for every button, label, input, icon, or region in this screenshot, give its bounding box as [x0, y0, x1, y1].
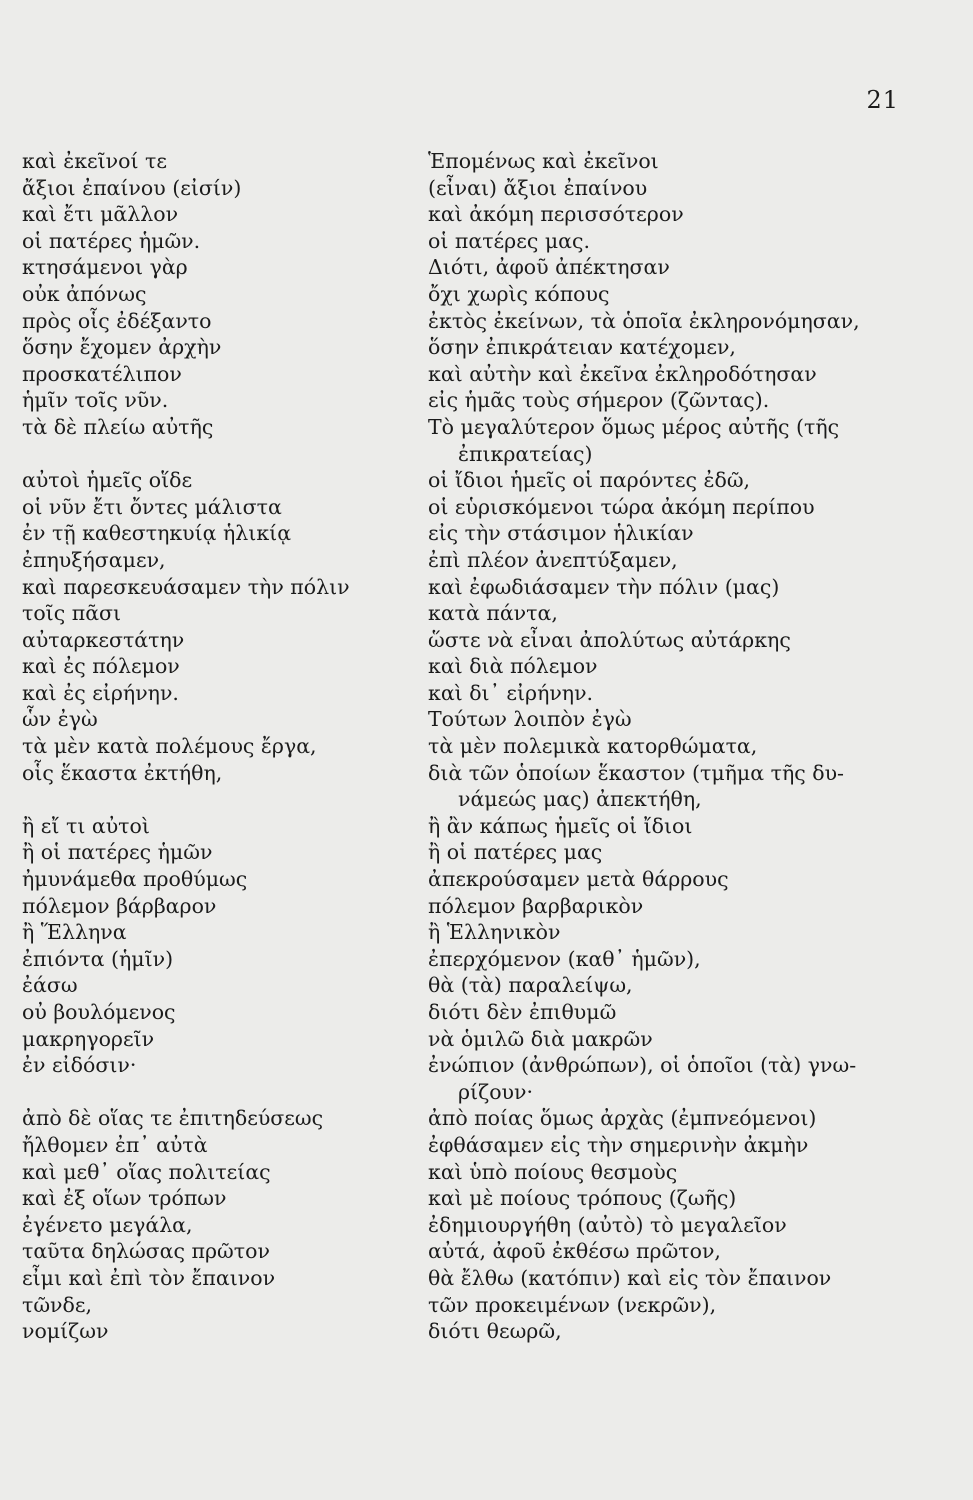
- text-line: διὰ τῶν ὁποίων ἕκαστον (τμῆμα τῆς δυ-: [428, 760, 844, 785]
- text-line: ἐπικρατείας): [458, 441, 593, 466]
- page-number: 21: [866, 86, 899, 114]
- text-line: ἐπερχόμενον (καθ᾽ ἡμῶν),: [428, 946, 701, 971]
- text-line: ἢ Ἑλληνικὸν: [428, 920, 561, 945]
- text-line: καὶ ἔτι μᾶλλον: [22, 202, 179, 227]
- text-line: ἐπὶ πλέον ἀνεπτύξαμεν,: [428, 547, 678, 572]
- text-line: ἐάσω: [22, 973, 78, 998]
- text-line: ρίζουν·: [458, 1079, 533, 1104]
- text-line: καὶ ἐς πόλεμον: [22, 654, 180, 679]
- text-line: καὶ μὲ ποίους τρόπους (ζωῆς): [428, 1186, 737, 1211]
- text-line: ὄχι χωρὶς κόπους: [428, 281, 610, 306]
- text-line: τῶν προκειμένων (νεκρῶν),: [428, 1292, 717, 1317]
- text-line: ὅσην ἐπικράτειαν κατέχομεν,: [428, 335, 736, 360]
- text-line: ἀπὸ δὲ οἵας τε ἐπιτηδεύσεως: [22, 1106, 324, 1131]
- text-line: ἤλθομεν ἐπ᾽ αὐτὰ: [22, 1132, 208, 1157]
- text-line: νάμεώς μας) ἀπεκτήθη,: [458, 787, 702, 812]
- text-line: ὥστε νὰ εἶναι ἀπολύτως αὐτάρκης: [428, 627, 791, 652]
- text-line: εἶμι καὶ ἐπὶ τὸν ἔπαινον: [22, 1265, 276, 1290]
- text-line: καὶ ὑπὸ ποίους θεσμοὺς: [428, 1159, 678, 1184]
- text-line: καὶ μεθ᾽ οἵας πολιτείας: [22, 1159, 271, 1184]
- text-line: ἢ οἱ πατέρες ἡμῶν: [22, 840, 213, 865]
- text-line: οἱ εὑρισκόμενοι τώρα ἀκόμη περίπου: [428, 494, 815, 519]
- text-line: ταῦτα δηλώσας πρῶτον: [22, 1239, 270, 1264]
- text-line: ἐπηυξήσαμεν,: [22, 547, 166, 572]
- text-line: ἐφθάσαμεν εἰς τὴν σημερινὴν ἀκμὴν: [428, 1132, 809, 1157]
- text-line: ἐν εἰδόσιν·: [22, 1053, 137, 1078]
- text-line: κτησάμενοι γὰρ: [22, 255, 188, 280]
- text-line: καὶ παρεσκευάσαμεν τὴν πόλιν: [22, 574, 350, 599]
- text-line: νομίζων: [22, 1319, 109, 1344]
- text-line: οὐ βουλόμενος: [22, 1000, 176, 1024]
- text-line: (εἶναι) ἄξιοι ἐπαίνου: [428, 175, 648, 200]
- text-line: Ἑπομένως καὶ ἐκεῖνοι: [428, 149, 659, 173]
- text-line: εἰς τὴν στάσιμον ἡλικίαν: [428, 521, 694, 546]
- text-line: ὧν ἐγὼ: [22, 707, 98, 732]
- text-line: ἠμυνάμεθα προθύμως: [22, 867, 248, 892]
- text-line: ἐνώπιον (ἀνθρώπων), οἱ ὁποῖοι (τὰ) γνω-: [428, 1053, 857, 1078]
- text-line: ἐγένετο μεγάλα,: [22, 1212, 193, 1237]
- text-line: ἢ εἴ τι αὐτοὶ: [22, 813, 150, 838]
- text-line: καὶ αὐτὴν καὶ ἐκεῖνα ἐκληροδότησαν: [428, 361, 817, 386]
- text-line: αὐτοὶ ἡμεῖς οἵδε: [22, 468, 193, 493]
- text-line: μακρηγορεῖν: [22, 1026, 155, 1051]
- text-line: πόλεμον βάρβαρον: [22, 893, 217, 918]
- text-line: ἐν τῇ καθεστηκυίᾳ ἡλικίᾳ: [22, 521, 292, 546]
- text-line: καὶ ἐξ οἵων τρόπων: [22, 1186, 227, 1211]
- text-line: αὐτά, ἀφοῦ ἐκθέσω πρῶτον,: [428, 1239, 721, 1264]
- text-line: καὶ ἐκεῖνοί τε: [22, 149, 168, 173]
- text-line: ἐδημιουργήθη (αὐτὸ) τὸ μεγαλεῖον: [428, 1212, 787, 1237]
- text-line: θὰ ἔλθω (κατόπιν) καὶ εἰς τὸν ἔπαινον: [428, 1265, 832, 1290]
- text-line: ἀπὸ ποίας ὅμως ἀρχὰς (ἐμπνεόμενοι): [428, 1106, 817, 1131]
- text-line: οἱ πατέρες μας.: [428, 228, 591, 253]
- text-line: ὅσην ἔχομεν ἀρχὴν: [22, 335, 222, 360]
- text-line: ἡμῖν τοῖς νῦν.: [22, 388, 169, 413]
- text-line: ἀπεκρούσαμεν μετὰ θάρρους: [428, 867, 729, 892]
- text-line: τὰ μὲν κατὰ πολέμους ἔργα,: [22, 734, 317, 759]
- text-line: αὐταρκεστάτην: [22, 627, 185, 652]
- text-line: ἐπιόντα (ἡμῖν): [22, 946, 174, 971]
- text-line: διότι θεωρῶ,: [428, 1319, 562, 1344]
- text-line: τὰ μὲν πολεμικὰ κατορθώματα,: [428, 734, 758, 759]
- text-line: τῶνδε,: [22, 1292, 92, 1317]
- text-line: ἄξιοι ἐπαίνου (εἰσίν): [22, 175, 242, 200]
- text-line: οἱ ἴδιοι ἡμεῖς οἱ παρόντες ἐδῶ,: [428, 468, 751, 493]
- text-line: τοῖς πᾶσι: [22, 601, 122, 626]
- text-line: θὰ (τὰ) παραλείψω,: [428, 973, 633, 998]
- text-line: διότι δὲν ἐπιθυμῶ: [428, 1000, 617, 1024]
- text-line: καὶ ἀκόμη περισσότερον: [428, 202, 684, 227]
- text-line: ἐκτὸς ἐκείνων, τὰ ὁποῖα ἐκληρονόμησαν,: [428, 308, 860, 333]
- text-line: πόλεμον βαρβαρικὸν: [428, 893, 644, 918]
- text-line: εἰς ἡμᾶς τοὺς σήμερον (ζῶντας).: [428, 388, 770, 413]
- text-line: Τὸ μεγαλύτερον ὅμως μέρος αὐτῆς (τῆς: [428, 414, 840, 439]
- text-line: κατὰ πάντα,: [428, 601, 558, 626]
- text-line: καὶ ἐς εἰρήνην.: [22, 680, 179, 705]
- modern-greek-translation-column: [428, 148, 948, 1345]
- text-line: Διότι, ἀφοῦ ἀπέκτησαν: [428, 255, 670, 280]
- text-line: ἢ οἱ πατέρες μας: [428, 840, 603, 865]
- text-line: καὶ διὰ πόλεμον: [428, 654, 598, 679]
- text-line: καὶ δι᾽ εἰρήνην.: [428, 680, 594, 705]
- text-line: [22, 1079, 402, 1106]
- text-line: προσκατέλιπον: [22, 361, 182, 386]
- text-line: ἢ ἂν κάπως ἡμεῖς οἱ ἴδιοι: [428, 813, 693, 838]
- text-line: οἱ νῦν ἔτι ὄντες μάλιστα: [22, 494, 282, 519]
- text-line: νὰ ὁμιλῶ διὰ μακρῶν: [428, 1026, 653, 1051]
- text-line: [22, 441, 402, 468]
- text-line: οἷς ἕκαστα ἐκτήθη,: [22, 760, 223, 785]
- text-line: πρὸς οἷς ἐδέξαντο: [22, 308, 212, 333]
- text-line: οἱ πατέρες ἡμῶν.: [22, 228, 201, 253]
- ancient-greek-column: [22, 148, 402, 1345]
- text-line: Τούτων λοιπὸν ἐγὼ: [428, 707, 632, 732]
- text-line: [22, 786, 402, 813]
- text-line: καὶ ἐφωδιάσαμεν τὴν πόλιν (μας): [428, 574, 780, 599]
- text-line: ἢ Ἕλληνα: [22, 920, 127, 945]
- text-line: οὐκ ἀπόνως: [22, 281, 147, 306]
- text-line: τὰ δὲ πλείω αὐτῆς: [22, 414, 214, 439]
